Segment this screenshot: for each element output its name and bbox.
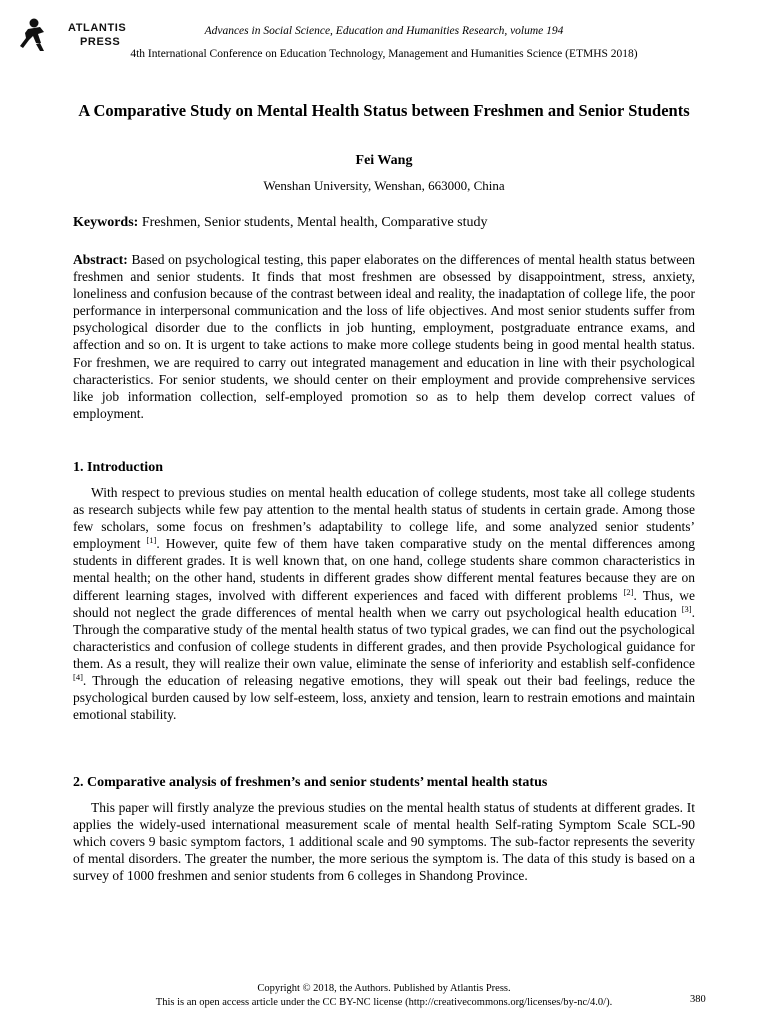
abstract bbox=[73, 251, 695, 422]
keywords-label: Keywords: bbox=[73, 215, 139, 230]
citation-1: [1] bbox=[146, 535, 157, 546]
section-heading-introduction: 1. Introduction bbox=[73, 460, 163, 475]
citation-4: [4] bbox=[73, 672, 83, 683]
author-name: Fei Wang bbox=[355, 153, 413, 168]
keywords-text: Freshmen, Senior students, Mental health, Comparative study bbox=[138, 215, 488, 230]
intro-text-4: . Through the comparative study of the mental health status of two typical grades, we can find out the psychological characteristics and confusion of college students in different grades, and then provide Psychological guidance for them. As a result, they will realize their own value, eliminate the sense of inferiority and establish self-confidence bbox=[73, 604, 695, 671]
author-affiliation: Wenshan University, Wenshan, 663000, China bbox=[263, 178, 505, 193]
intro-text-3: . Thus, we should not neglect the grade differences of mental health when we carry out psychological health education bbox=[73, 587, 695, 620]
copyright-line: Copyright © 2018, the Authors. Published by Atlantis Press. bbox=[257, 983, 511, 994]
section-heading-comparative-analysis: 2. Comparative analysis of freshmen’s and senior students’ mental health status bbox=[73, 775, 548, 790]
intro-text-2: . However, quite few of them have taken comparative study on the mental differences among students in different grades. It is well known that, on one hand, college students share common characteristics in mental health; on the other hand, students in different grades show different mental features because they are on different learning stages, involved with different experiences and faced with different problems bbox=[73, 536, 695, 603]
keywords bbox=[73, 215, 695, 231]
conference-header: 4th International Conference on Education Technology, Management and Humanities Science (ETMHS 2018) bbox=[130, 48, 638, 60]
comparative-analysis-paragraph: This paper will firstly analyze the previous studies on the mental health status of students at different grades. It applies the widely-used international measurement scale of mental health Self-rating Symptom Scale SCL-90 which covers 9 basic symptom factors, 1 additional scale and 90 symptoms. The sub-factor represents the severity of mental disorders. The greater the number, the more serious the symptom is. The data of this study is based on a survey of 1000 freshmen and senior students from 6 colleges in Shandong Province. bbox=[73, 800, 695, 884]
license-line: This is an open access article under the CC BY-NC license (http://creativecommons.org/licenses/by-nc/4.0/). bbox=[155, 997, 613, 1008]
intro-text-1: With respect to previous studies on mental health education of college students, most take all college students as research subjects while few pay attention to the mental health status of students in certain grade. Among those few scholars, some focus on freshmen’s adaptability to college life, and some analyzed senior students’ employment bbox=[73, 485, 695, 552]
abstract-label: Abstract: bbox=[73, 252, 128, 267]
introduction-paragraph bbox=[73, 484, 695, 723]
citation-2: [2] bbox=[623, 586, 634, 597]
logo-line-2: PRESS bbox=[80, 36, 121, 48]
abstract-text: Based on psychological testing, this paper elaborates on the differences of mental health status between freshmen and senior students. It finds that most freshmen are obsessed by disappointment, stress, anxiety, loneliness and confusion because of the contrast between ideal and reality, the inadaptation of college life, the poor performance in interpersonal communication and the loss of life objectives. And most senior students suffer from psychological disorder due to the conflicts in job hunting, employment, postgraduate entrance exams, and affection and so on. It is urgent to take actions to make more college students being in good mental health status. For freshmen, we are required to carry out integrated management and education in line with their psychological characteristics. For senior students, we should center on their employment and provide comprehensive services like job information collection, self-employed promotion so as to help them develop correct values of employment. bbox=[73, 252, 695, 421]
citation-3: [3] bbox=[681, 603, 692, 614]
page-number: 380 bbox=[690, 994, 706, 1005]
journal-header: Advances in Social Science, Education and Humanities Research, volume 194 bbox=[204, 25, 564, 37]
logo-line-1: ATLANTIS bbox=[68, 22, 127, 34]
paper-title: A Comparative Study on Mental Health Status between Freshmen and Senior Students bbox=[78, 101, 690, 120]
intro-text-5: . Through the education of releasing negative emotions, they will speak out their bad feelings, reduce the psychological burden caused by low self-esteem, loss, anxiety and tension, learn to restrain emotions and maintain emotional stability. bbox=[73, 673, 695, 723]
